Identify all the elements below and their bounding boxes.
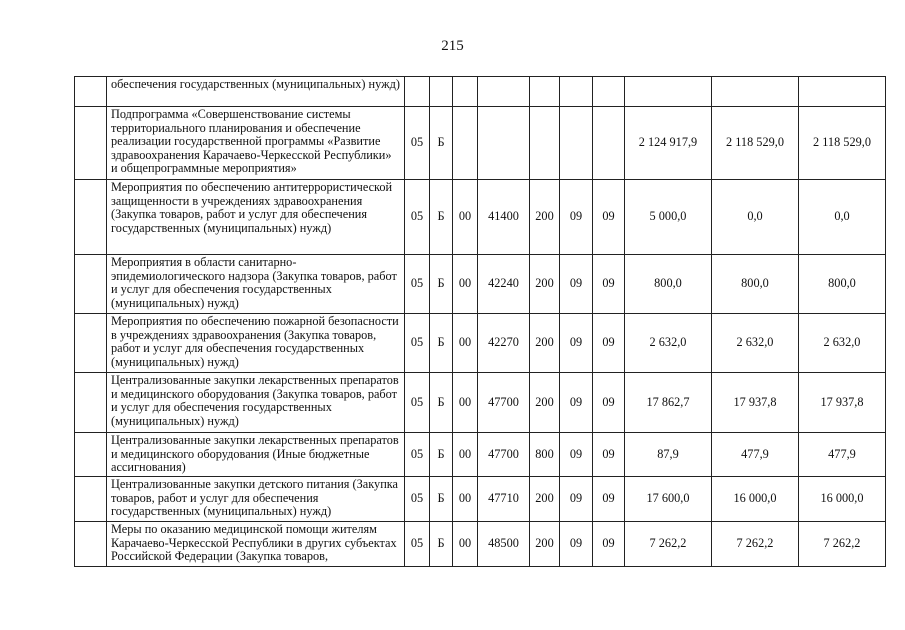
code-cell	[530, 107, 560, 180]
code-cell: Б	[430, 107, 453, 180]
code-cell: 05	[405, 433, 430, 477]
amount-cell	[625, 77, 712, 107]
code-cell: 09	[560, 314, 593, 373]
amount-cell: 2 124 917,9	[625, 107, 712, 180]
code-cell: 00	[453, 314, 478, 373]
table-row	[75, 255, 886, 314]
description-cell: Централизованные закупки лекарственных препаратов и медицинского оборудования (Иные бюджетные ассигнования)	[107, 433, 405, 477]
code-cell	[453, 107, 478, 180]
code-cell: 42270	[478, 314, 530, 373]
code-cell: 05	[405, 180, 430, 255]
code-cell: Б	[430, 373, 453, 433]
amount-cell: 0,0	[712, 180, 799, 255]
amount-cell: 17 600,0	[625, 477, 712, 522]
code-cell: 200	[530, 477, 560, 522]
code-cell	[430, 77, 453, 107]
code-cell: 09	[560, 522, 593, 567]
code-cell: Б	[430, 477, 453, 522]
amount-cell: 7 262,2	[799, 522, 886, 567]
amount-cell: 2 632,0	[799, 314, 886, 373]
code-cell: 09	[593, 433, 625, 477]
code-cell: 200	[530, 373, 560, 433]
code-cell: 200	[530, 180, 560, 255]
table-row	[75, 180, 886, 255]
code-cell: 200	[530, 255, 560, 314]
code-cell: 00	[453, 180, 478, 255]
code-cell: Б	[430, 522, 453, 567]
row-index-cell	[75, 77, 107, 107]
code-cell: 200	[530, 522, 560, 567]
amount-cell: 2 632,0	[712, 314, 799, 373]
amount-cell: 477,9	[712, 433, 799, 477]
code-cell: 00	[453, 433, 478, 477]
code-cell	[478, 77, 530, 107]
row-index-cell	[75, 180, 107, 255]
code-cell: 05	[405, 522, 430, 567]
description-cell: Мероприятия по обеспечению пожарной безопасности в учреждениях здравоохранения (Закупка товаров, работ и услуг для обеспечения государственных (муниципальных) нужд)	[107, 314, 405, 373]
code-cell: 00	[453, 477, 478, 522]
code-cell: 09	[593, 477, 625, 522]
code-cell: 09	[593, 314, 625, 373]
code-cell: 09	[560, 477, 593, 522]
row-index-cell	[75, 522, 107, 567]
amount-cell: 800,0	[799, 255, 886, 314]
code-cell: 09	[560, 373, 593, 433]
row-index-cell	[75, 314, 107, 373]
amount-cell: 2 118 529,0	[712, 107, 799, 180]
code-cell: 09	[593, 373, 625, 433]
description-cell: Централизованные закупки лекарственных препаратов и медицинского оборудования (Закупка товаров, работ и услуг для обеспечения государственных (муниципальных) нужд)	[107, 373, 405, 433]
description-cell: Подпрограмма «Совершенствование системы территориального планирования и обеспечение реализации государственной программы «Развитие здравоохранения Карачаево-Черкесской Республики» и общепрограммные мероприятия»	[107, 107, 405, 180]
row-index-cell	[75, 477, 107, 522]
amount-cell: 17 937,8	[799, 373, 886, 433]
code-cell: 05	[405, 373, 430, 433]
amount-cell: 2 118 529,0	[799, 107, 886, 180]
row-index-cell	[75, 107, 107, 180]
table-row	[75, 373, 886, 433]
code-cell: 09	[593, 522, 625, 567]
code-cell	[530, 77, 560, 107]
amount-cell	[799, 77, 886, 107]
page-number: 215	[441, 38, 464, 54]
row-index-cell	[75, 373, 107, 433]
code-cell	[453, 77, 478, 107]
code-cell: 47710	[478, 477, 530, 522]
code-cell: 09	[560, 433, 593, 477]
amount-cell	[712, 77, 799, 107]
code-cell: 09	[593, 255, 625, 314]
code-cell: 05	[405, 107, 430, 180]
code-cell: 00	[453, 522, 478, 567]
amount-cell: 7 262,2	[625, 522, 712, 567]
description-cell: Мероприятия в области санитарно-эпидемиологического надзора (Закупка товаров, работ и услуг для обеспечения государственных (муниципальных) нужд)	[107, 255, 405, 314]
amount-cell: 477,9	[799, 433, 886, 477]
table-row	[75, 522, 886, 567]
code-cell	[405, 77, 430, 107]
code-cell	[560, 77, 593, 107]
amount-cell: 0,0	[799, 180, 886, 255]
row-index-cell	[75, 255, 107, 314]
code-cell: 05	[405, 477, 430, 522]
code-cell: 47700	[478, 433, 530, 477]
code-cell: 09	[560, 255, 593, 314]
table-row	[75, 314, 886, 373]
budget-table	[74, 76, 886, 567]
table-row	[75, 433, 886, 477]
code-cell: 200	[530, 314, 560, 373]
code-cell: Б	[430, 180, 453, 255]
amount-cell: 16 000,0	[799, 477, 886, 522]
code-cell: Б	[430, 255, 453, 314]
code-cell: 09	[560, 180, 593, 255]
amount-cell: 2 632,0	[625, 314, 712, 373]
amount-cell: 17 862,7	[625, 373, 712, 433]
code-cell: 48500	[478, 522, 530, 567]
code-cell: 41400	[478, 180, 530, 255]
code-cell: 800	[530, 433, 560, 477]
code-cell	[593, 77, 625, 107]
code-cell: 05	[405, 314, 430, 373]
description-cell: Централизованные закупки детского питания (Закупка товаров, работ и услуг для обеспечения государственных (муниципальных) нужд)	[107, 477, 405, 522]
description-cell: Меры по оказанию медицинской помощи жителям Карачаево-Черкесской Республики в других субъектах Российской Федерации (Закупка товаров,	[107, 522, 405, 567]
code-cell	[560, 107, 593, 180]
code-cell: 05	[405, 255, 430, 314]
amount-cell: 17 937,8	[712, 373, 799, 433]
code-cell	[593, 107, 625, 180]
amount-cell: 16 000,0	[712, 477, 799, 522]
amount-cell: 800,0	[712, 255, 799, 314]
description-cell: Мероприятия по обеспечению антитеррористической защищенности в учреждениях здравоохранения (Закупка товаров, работ и услуг для обеспечения государственных (муниципальных) нужд)	[107, 180, 405, 255]
code-cell: Б	[430, 433, 453, 477]
code-cell: 09	[593, 180, 625, 255]
description-cell: обеспечения государственных (муниципальных) нужд)	[107, 77, 405, 107]
code-cell: 42240	[478, 255, 530, 314]
code-cell	[478, 107, 530, 180]
amount-cell: 87,9	[625, 433, 712, 477]
amount-cell: 800,0	[625, 255, 712, 314]
amount-cell: 7 262,2	[712, 522, 799, 567]
amount-cell: 5 000,0	[625, 180, 712, 255]
code-cell: 47700	[478, 373, 530, 433]
code-cell: 00	[453, 255, 478, 314]
code-cell: Б	[430, 314, 453, 373]
row-index-cell	[75, 433, 107, 477]
table-row	[75, 107, 886, 180]
table-row	[75, 77, 886, 107]
code-cell: 00	[453, 373, 478, 433]
table-row	[75, 477, 886, 522]
